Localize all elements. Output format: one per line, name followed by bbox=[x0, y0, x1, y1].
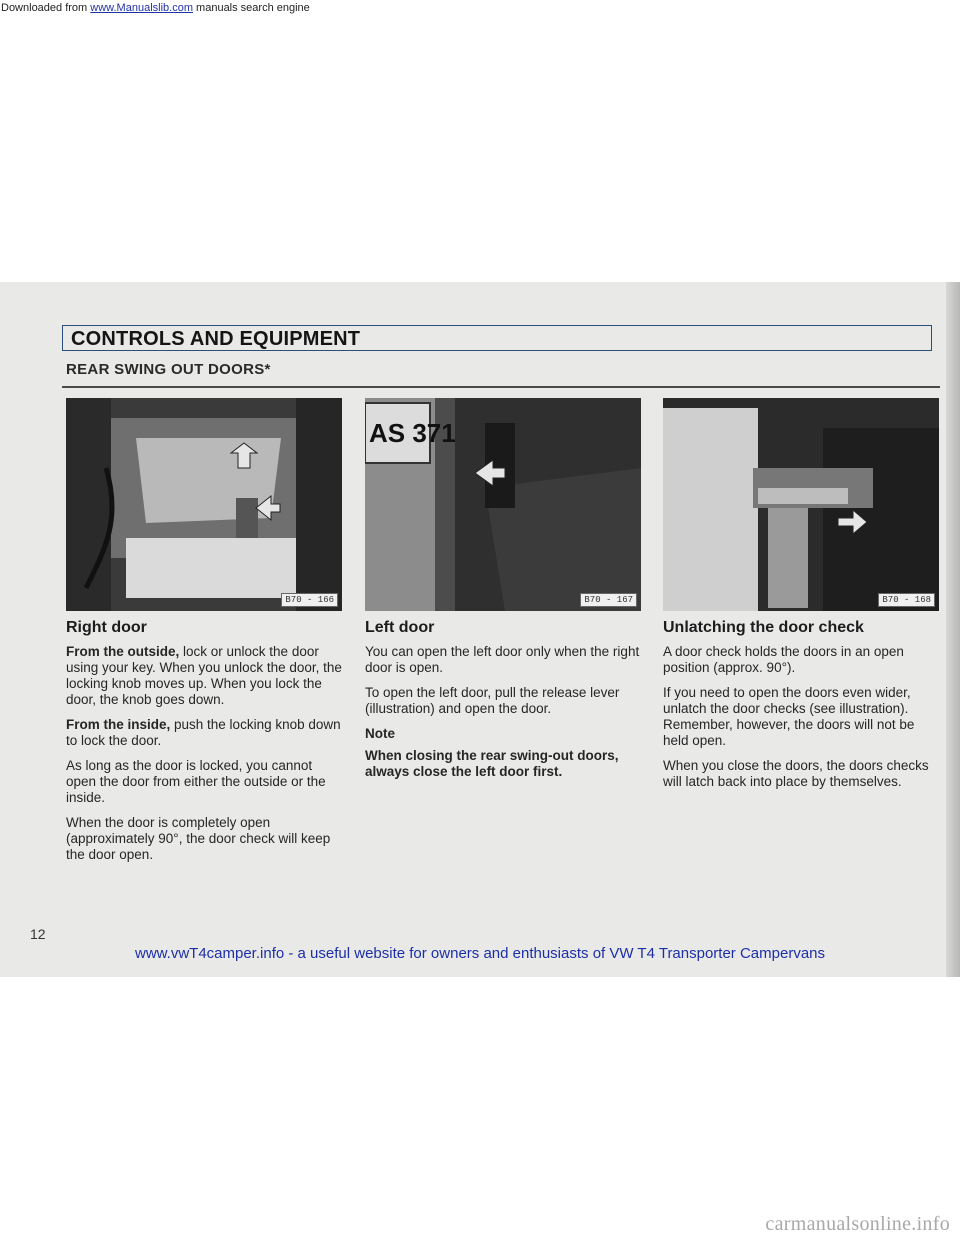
subheading: REAR SWING OUT DOORS* bbox=[66, 361, 271, 378]
page-number: 12 bbox=[30, 926, 46, 942]
right-door-heading: Right door bbox=[66, 619, 147, 636]
footer-website-text[interactable]: www.vwT4camper.info - a useful website for owners and enthusiasts of VW T4 Transporter Campervans bbox=[134, 945, 826, 962]
page-binding-edge bbox=[946, 282, 960, 977]
manualslib-link[interactable]: www.Manualslib.com bbox=[90, 2, 193, 14]
note-heading: Note bbox=[365, 726, 395, 741]
door-check-para-1: A door check holds the doors in an open position (approx. 90°). bbox=[663, 644, 904, 675]
right-door-para-1: From the outside, lock or unlock the door using your key. When you unlock the door, the locking knob moves up. When you lock the door, the knob goes down. bbox=[66, 644, 342, 707]
photo-code: B70 - 166 bbox=[281, 593, 338, 607]
banner-prefix: Downloaded from bbox=[1, 2, 88, 14]
section-title: CONTROLS AND EQUIPMENT bbox=[71, 328, 361, 350]
photo-left-door bbox=[365, 398, 641, 611]
door-check-para-3: When you close the doors, the doors checks will latch back into place by themselves. bbox=[663, 758, 929, 789]
note-text: When closing the rear swing-out doors, always close the left door first. bbox=[365, 748, 619, 779]
door-check-para-2: If you need to open the doors even wider, unlatch the door checks (see illustration). Remember, however, the doors will not be held open. bbox=[663, 685, 915, 748]
photo-right-door bbox=[66, 398, 342, 611]
left-door-para-2: To open the left door, pull the release lever (illustration) and open the door. bbox=[365, 685, 620, 716]
download-banner bbox=[0, 0, 960, 15]
door-check-heading: Unlatching the door check bbox=[663, 619, 864, 636]
photo-door-check bbox=[663, 398, 939, 611]
carmanualsonline-watermark: carmanualsonline.info bbox=[765, 1213, 950, 1235]
right-door-para-2: From the inside, push the locking knob down to lock the door. bbox=[66, 717, 341, 748]
door-check-column bbox=[663, 620, 941, 799]
left-door-para-1: You can open the left door only when the right door is open. bbox=[365, 644, 640, 675]
section-header-box bbox=[62, 325, 932, 351]
divider-rule bbox=[62, 386, 940, 388]
left-door-column bbox=[365, 620, 643, 789]
right-door-para-4: When the door is completely open (approximately 90°, the door check will keep the door open. bbox=[66, 815, 331, 862]
left-door-heading: Left door bbox=[365, 619, 435, 636]
license-plate-text: AS 371 bbox=[369, 418, 456, 448]
photo-code: B70 - 167 bbox=[580, 593, 637, 607]
banner-suffix: manuals search engine bbox=[196, 2, 310, 14]
photo-code: B70 - 168 bbox=[878, 593, 935, 607]
right-door-column bbox=[66, 620, 344, 872]
right-door-para-3: As long as the door is locked, you cannot open the door from either the outside or the inside. bbox=[66, 758, 326, 805]
